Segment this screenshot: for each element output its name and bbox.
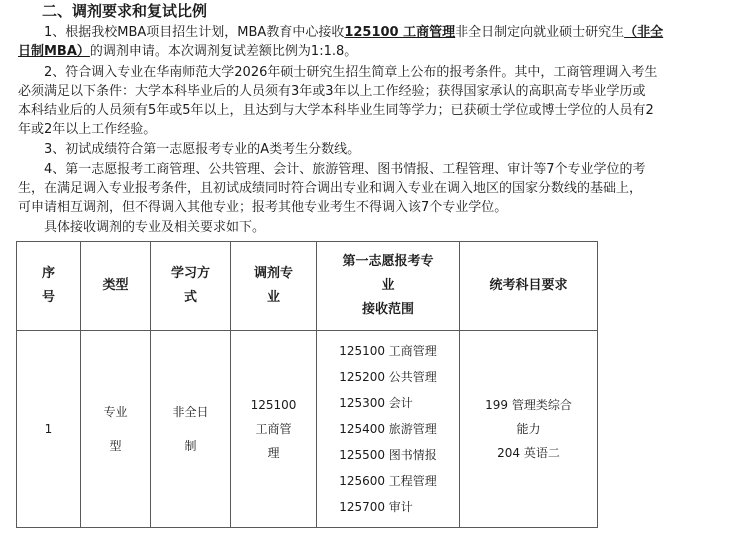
major-item: 125300 会计 [339,396,413,410]
cell-first-choice-majors [317,331,460,528]
para1-text-b: 非全日制定向就业硕士研究生 [455,25,625,40]
paragraph-1 [18,23,746,61]
header-type: 类型 [81,242,151,331]
section-heading: 二、调剂要求和复试比例 [42,2,208,20]
para1-major-underlined: 125100 工商管理 [344,25,456,40]
header-study-mode: 学习方 式 [151,242,231,331]
para4-line: 生，在满足调入专业报考条件，且初试成绩同时符合调出专业和调入专业在调入地区的国家分数线的基础上， [18,181,643,196]
para2-line: 年或2年以上工作经验。 [18,122,157,137]
paragraph-5 [18,218,746,237]
major-item: 125100 工商管理 [339,344,437,358]
paragraph-3 [18,140,746,159]
header-first-choice: 第一志愿报考专 业 接收范围 [317,242,460,331]
requirements-table [16,241,598,528]
para1-text-c: 的调剂申请。本次调剂复试差额比例为1:1.8。 [89,44,358,59]
major-item: 125500 图书情报 [339,448,437,462]
para2-line: 2、符合调入专业在华南师范大学2026年硕士研究生招生简章上公布的报考条件。其中，工商管理调入考生 [44,65,658,80]
paragraph-2 [18,63,746,139]
para2-line: 必须满足以下条件：大学本科毕业后的人员须有3年或3年以上工作经验；获得国家承认的高职高专毕业学历或 [18,84,646,99]
para1-text-a: 1、根据我校MBA项目招生计划，MBA教育中心接收 [44,25,345,40]
para4-line: 可申请相互调剂，但不得调入其他专业；报考其他专业考生不得调入该7个专业学位。 [18,200,508,215]
para5-line: 具体接收调剂的专业及相关要求如下。 [44,220,266,235]
major-item: 125600 工程管理 [339,474,437,488]
cell-adjust-major: 125100 工商管 理 [231,331,317,528]
table-row [17,331,598,528]
para1-underlined-b2: 日制MBA） [18,44,90,59]
para2-line: 本科结业后的人员须有5年或5年以上，且达到与大学本科毕业生同等学力；已获硕士学位或博士学位的人员有2 [18,103,654,118]
header-exam-subjects: 统考科目要求 [460,242,598,331]
cell-type: 专业 型 [81,331,151,528]
para3-line: 3、初试成绩符合第一志愿报考专业的A类考生分数线。 [44,142,361,157]
header-seq: 序 号 [17,242,81,331]
cell-seq: 1 [17,331,81,528]
cell-study-mode: 非全日 制 [151,331,231,528]
header-adjust-major: 调剂专 业 [231,242,317,331]
major-item: 125200 公共管理 [339,370,437,384]
table-header-row [17,242,598,331]
cell-exam-subjects: 199 管理类综合 能力 204 英语二 [460,331,598,528]
para1-underlined-b1: （非全 [624,25,664,40]
major-item: 125400 旅游管理 [339,422,437,436]
paragraph-4 [18,160,746,217]
para4-line: 4、第一志愿报考工商管理、公共管理、会计、旅游管理、图书情报、工程管理、审计等7个专业学位的考 [44,162,646,177]
major-item: 125700 审计 [339,500,413,514]
